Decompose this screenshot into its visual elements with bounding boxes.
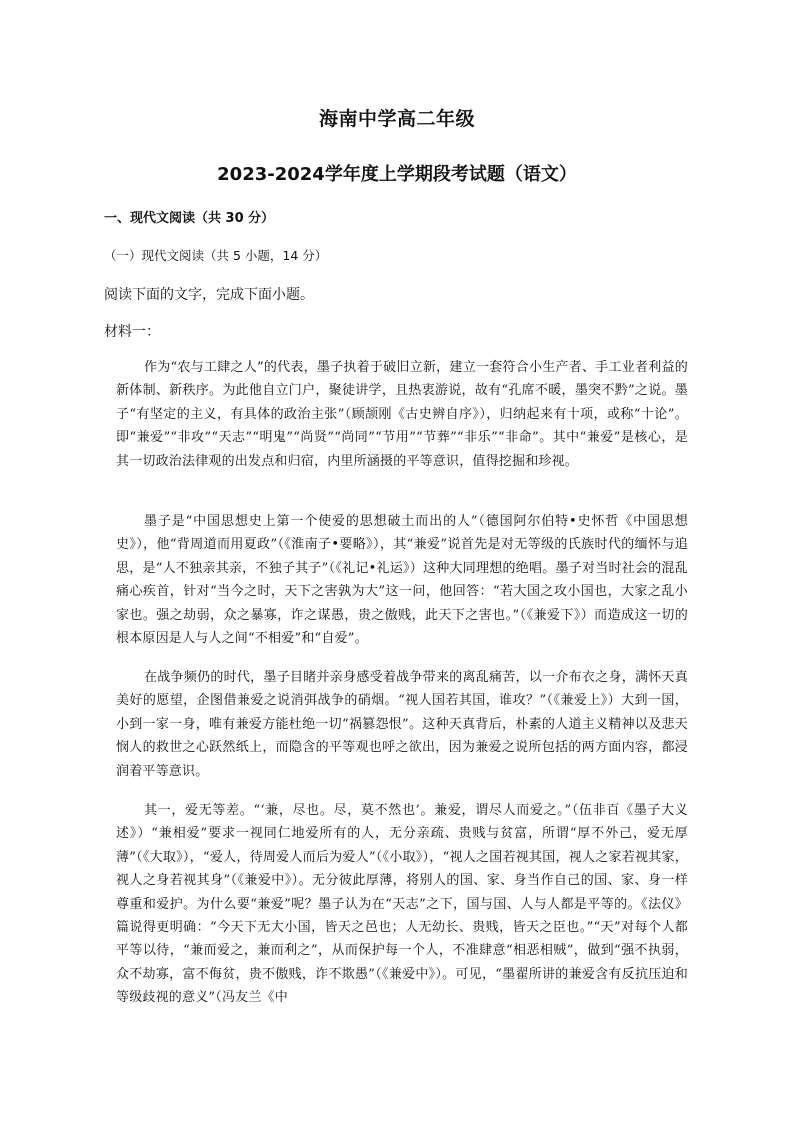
passage-paragraph-1: 作为“农与工肆之人”的代表，墨子执着于破旧立新，建立一套符合小生产者、手工业者利益的新体制、新秩序。为此他自立门户，聚徒讲学，且热衷游说，故有“孔席不暖，墨突不黔”之说。墨子“有坚定的主义，有具体的政治主张”（顾颉刚《古史辨自序》），归纳起来有十项，或称“十论”。即“兼爱”“非攻”“天志”“明鬼”“尚贤”“尚同”“节用”“节葬”“非乐”“非命”。其中“兼爱”是核心，是其一切政治法律观的出发点和归宿，内里所涵摄的平等意识，值得挖掘和珍视。	[116, 360, 688, 469]
section-title: 一、现代文阅读（共 30 分）	[104, 211, 275, 226]
passage-paragraph-2: 墨子是“中国思想史上第一个使爱的思想破土而出的人”（德国阿尔伯特•史怀哲《中国思想史》），他“背周道而用夏政”（《淮南子•要略》），其“兼爱”说首先是对无等级的氏族时代的缅怀与追思，是“人不独亲其亲，不独子其子”（《礼记•礼运》）这种大同理想的绝唱。墨子对当时社会的混乱痛心疾首，针对“当今之时，天下之害孰为大”这一问，他回答：“若大国之攻小国也，大家之乱小家也。强之劫弱，众之暴寡，诈之谋愚，贵之傲贱，此天下之害也。”（《兼爱下》）而造成这一切的根本原因是人与人之间“不相爱”和“自爱”。	[116, 514, 688, 647]
passage-paragraph-3: 在战争频仍的时代，墨子目睹并亲身感受着战争带来的离乱痛苦，以一介布衣之身，满怀天真美好的愿望，企图借兼爱之说消弭战争的硝烟。“视人国若其国，谁攻？”（《兼爱上》）大到一国，小到一家一身，唯有兼爱方能杜绝一切“祸篡怨恨”。这种天真背后，朴素的人道主义精神以及悲天悯人的救世之心跃然纸上，而隐含的平等观也呼之欲出，因为兼爱之说所包括的两方面内容，都浸润着平等意识。	[116, 670, 688, 779]
exam-title: 2023-2024学年度上学期段考试题（语文）	[217, 164, 577, 185]
passage-paragraph-4: 其一，爱无等差。“‘兼，尽也。尽，莫不然也’。兼爱，谓尽人而爱之。”（伍非百《墨子大义述》）“兼相爱”要求一视同仁地爱所有的人，无分亲疏、贵贱与贫富，所谓“厚不外己，爱无厚薄”（《大取》），“爱人，待周爱人而后为爱人”（《小取》），“视人之国若视其国，视人之家若视其家，视人之身若视其身”（《兼爱中》）。无分彼此厚薄，将别人的国、家、身当作自己的国、家、身一样尊重和爱护。为什么要“兼爱”呢？墨子认为在“天志”之下，国与国、人与人都是平等的。《法仪》篇说得更明确：“今天下无大小国，皆天之邑也；人无幼长、贵贱，皆天之臣也。”“天”对每个人都平等以待，“兼而爱之，兼而利之”，从而保护每一个人，不准肆意“相恶相贼”，做到“强不执弱，众不劫寡，富不侮贫，贵不傲贱，诈不欺愚”（《兼爱中》）。可见，“墨翟所讲的兼爱含有反抗压迫和等级歧视的意义”（冯友兰《中	[116, 803, 688, 1006]
subsection-title: （一）现代文阅读（共 5 小题，14 分）	[104, 248, 328, 263]
school-title: 海南中学高二年级	[318, 108, 475, 130]
material-label: 材料一：	[104, 324, 160, 340]
reading-instruction: 阅读下面的文字，完成下面小题。	[104, 287, 314, 303]
